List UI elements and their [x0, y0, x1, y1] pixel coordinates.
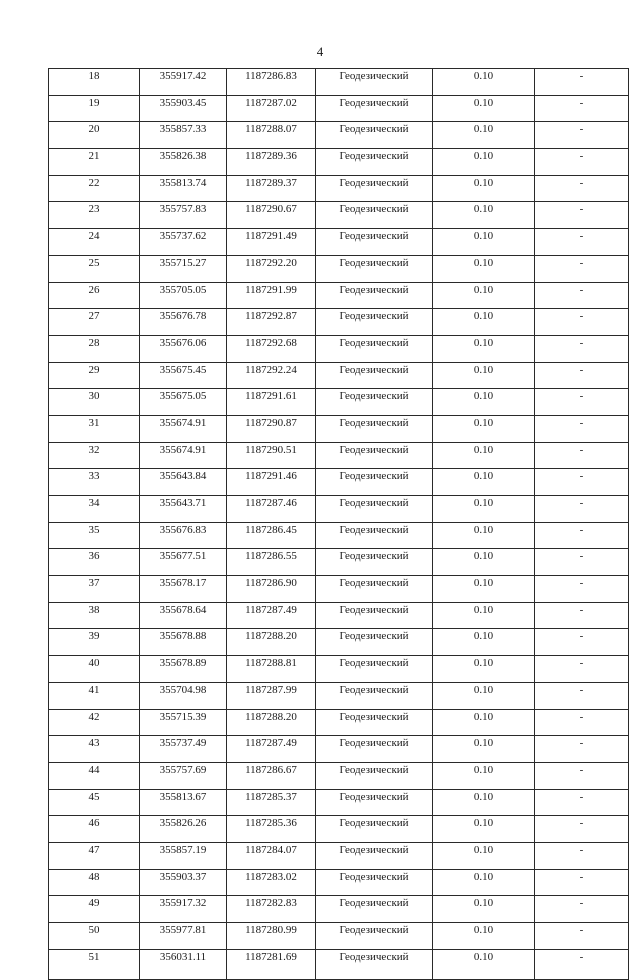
accuracy-cell: 0.10 [433, 202, 535, 229]
table-row [49, 522, 629, 549]
accuracy-cell: 0.10 [433, 335, 535, 362]
accuracy-cell: 0.10 [433, 949, 535, 979]
y-coordinate-cell: 1187283.02 [227, 869, 316, 896]
y-coordinate-cell: 1187285.37 [227, 789, 316, 816]
x-coordinate-cell: 355675.05 [140, 389, 227, 416]
x-coordinate-cell: 355705.05 [140, 282, 227, 309]
point-number-cell: 48 [49, 869, 140, 896]
y-coordinate-cell: 1187292.24 [227, 362, 316, 389]
point-number-cell: 23 [49, 202, 140, 229]
method-cell: Геодезический [316, 95, 433, 122]
method-cell: Геодезический [316, 309, 433, 336]
table-row [49, 229, 629, 256]
x-coordinate-cell: 355676.83 [140, 522, 227, 549]
table-row [49, 469, 629, 496]
table-row [49, 69, 629, 96]
method-cell: Геодезический [316, 923, 433, 950]
y-coordinate-cell: 1187291.61 [227, 389, 316, 416]
coordinates-table [48, 68, 629, 980]
table-row [49, 656, 629, 683]
description-cell: - [535, 229, 629, 256]
description-cell: - [535, 736, 629, 763]
method-cell: Геодезический [316, 789, 433, 816]
description-cell: - [535, 496, 629, 523]
point-number-cell: 22 [49, 175, 140, 202]
y-coordinate-cell: 1187287.99 [227, 682, 316, 709]
y-coordinate-cell: 1187288.07 [227, 122, 316, 149]
method-cell: Геодезический [316, 175, 433, 202]
y-coordinate-cell: 1187289.37 [227, 175, 316, 202]
table-row [49, 282, 629, 309]
table-row [49, 442, 629, 469]
method-cell: Геодезический [316, 522, 433, 549]
description-cell: - [535, 869, 629, 896]
table-row [49, 762, 629, 789]
description-cell: - [535, 122, 629, 149]
point-number-cell: 29 [49, 362, 140, 389]
x-coordinate-cell: 355813.74 [140, 175, 227, 202]
method-cell: Геодезический [316, 69, 433, 96]
table-row [49, 869, 629, 896]
method-cell: Геодезический [316, 682, 433, 709]
x-coordinate-cell: 355678.64 [140, 602, 227, 629]
description-cell: - [535, 816, 629, 843]
method-cell: Геодезический [316, 282, 433, 309]
method-cell: Геодезический [316, 762, 433, 789]
accuracy-cell: 0.10 [433, 816, 535, 843]
point-number-cell: 47 [49, 842, 140, 869]
method-cell: Геодезический [316, 842, 433, 869]
point-number-cell: 26 [49, 282, 140, 309]
y-coordinate-cell: 1187290.67 [227, 202, 316, 229]
accuracy-cell: 0.10 [433, 469, 535, 496]
y-coordinate-cell: 1187289.36 [227, 149, 316, 176]
x-coordinate-cell: 355678.17 [140, 576, 227, 603]
page-number: 4 [316, 44, 324, 59]
accuracy-cell: 0.10 [433, 842, 535, 869]
description-cell: - [535, 522, 629, 549]
x-coordinate-cell: 355903.45 [140, 95, 227, 122]
point-number-cell: 27 [49, 309, 140, 336]
point-number-cell: 31 [49, 415, 140, 442]
point-number-cell: 33 [49, 469, 140, 496]
x-coordinate-cell: 355917.42 [140, 69, 227, 96]
table-row [49, 576, 629, 603]
table-row [49, 149, 629, 176]
accuracy-cell: 0.10 [433, 175, 535, 202]
method-cell: Геодезический [316, 869, 433, 896]
accuracy-cell: 0.10 [433, 149, 535, 176]
point-number-cell: 41 [49, 682, 140, 709]
table-row [49, 335, 629, 362]
point-number-cell: 24 [49, 229, 140, 256]
y-coordinate-cell: 1187287.49 [227, 736, 316, 763]
table-row [49, 415, 629, 442]
x-coordinate-cell: 355826.38 [140, 149, 227, 176]
method-cell: Геодезический [316, 469, 433, 496]
point-number-cell: 43 [49, 736, 140, 763]
y-coordinate-cell: 1187286.55 [227, 549, 316, 576]
point-number-cell: 35 [49, 522, 140, 549]
x-coordinate-cell: 355826.26 [140, 816, 227, 843]
y-coordinate-cell: 1187284.07 [227, 842, 316, 869]
point-number-cell: 30 [49, 389, 140, 416]
point-number-cell: 19 [49, 95, 140, 122]
y-coordinate-cell: 1187292.20 [227, 255, 316, 282]
description-cell: - [535, 469, 629, 496]
description-cell: - [535, 255, 629, 282]
table-row [49, 602, 629, 629]
table-row [49, 923, 629, 950]
method-cell: Геодезический [316, 656, 433, 683]
accuracy-cell: 0.10 [433, 415, 535, 442]
description-cell: - [535, 602, 629, 629]
accuracy-cell: 0.10 [433, 442, 535, 469]
description-cell: - [535, 282, 629, 309]
point-number-cell: 46 [49, 816, 140, 843]
table-row [49, 95, 629, 122]
y-coordinate-cell: 1187287.49 [227, 602, 316, 629]
y-coordinate-cell: 1187282.83 [227, 896, 316, 923]
point-number-cell: 21 [49, 149, 140, 176]
method-cell: Геодезический [316, 629, 433, 656]
method-cell: Геодезический [316, 896, 433, 923]
method-cell: Геодезический [316, 389, 433, 416]
method-cell: Геодезический [316, 362, 433, 389]
y-coordinate-cell: 1187287.02 [227, 95, 316, 122]
accuracy-cell: 0.10 [433, 736, 535, 763]
table-row [49, 736, 629, 763]
x-coordinate-cell: 355857.33 [140, 122, 227, 149]
y-coordinate-cell: 1187288.20 [227, 629, 316, 656]
table-row [49, 682, 629, 709]
point-number-cell: 51 [49, 949, 140, 979]
method-cell: Геодезический [316, 335, 433, 362]
x-coordinate-cell: 355674.91 [140, 442, 227, 469]
table-row [49, 896, 629, 923]
description-cell: - [535, 549, 629, 576]
description-cell: - [535, 896, 629, 923]
accuracy-cell: 0.10 [433, 522, 535, 549]
description-cell: - [535, 389, 629, 416]
y-coordinate-cell: 1187280.99 [227, 923, 316, 950]
x-coordinate-cell: 355704.98 [140, 682, 227, 709]
accuracy-cell: 0.10 [433, 122, 535, 149]
method-cell: Геодезический [316, 229, 433, 256]
y-coordinate-cell: 1187290.51 [227, 442, 316, 469]
table-row [49, 842, 629, 869]
description-cell: - [535, 656, 629, 683]
method-cell: Геодезический [316, 549, 433, 576]
point-number-cell: 49 [49, 896, 140, 923]
point-number-cell: 45 [49, 789, 140, 816]
x-coordinate-cell: 355715.27 [140, 255, 227, 282]
method-cell: Геодезический [316, 149, 433, 176]
accuracy-cell: 0.10 [433, 869, 535, 896]
description-cell: - [535, 762, 629, 789]
description-cell: - [535, 923, 629, 950]
y-coordinate-cell: 1187288.20 [227, 709, 316, 736]
y-coordinate-cell: 1187291.49 [227, 229, 316, 256]
x-coordinate-cell: 355675.45 [140, 362, 227, 389]
table-row [49, 709, 629, 736]
description-cell: - [535, 709, 629, 736]
point-number-cell: 38 [49, 602, 140, 629]
x-coordinate-cell: 355643.84 [140, 469, 227, 496]
accuracy-cell: 0.10 [433, 576, 535, 603]
x-coordinate-cell: 355757.69 [140, 762, 227, 789]
table-row [49, 122, 629, 149]
description-cell: - [535, 442, 629, 469]
accuracy-cell: 0.10 [433, 362, 535, 389]
method-cell: Геодезический [316, 736, 433, 763]
description-cell: - [535, 576, 629, 603]
point-number-cell: 39 [49, 629, 140, 656]
y-coordinate-cell: 1187288.81 [227, 656, 316, 683]
accuracy-cell: 0.10 [433, 789, 535, 816]
point-number-cell: 18 [49, 69, 140, 96]
accuracy-cell: 0.10 [433, 896, 535, 923]
table-row [49, 549, 629, 576]
description-cell: - [535, 202, 629, 229]
x-coordinate-cell: 355813.67 [140, 789, 227, 816]
accuracy-cell: 0.10 [433, 229, 535, 256]
method-cell: Геодезический [316, 415, 433, 442]
accuracy-cell: 0.10 [433, 762, 535, 789]
point-number-cell: 34 [49, 496, 140, 523]
table-row [49, 362, 629, 389]
table-row [49, 255, 629, 282]
description-cell: - [535, 789, 629, 816]
accuracy-cell: 0.10 [433, 255, 535, 282]
y-coordinate-cell: 1187286.83 [227, 69, 316, 96]
x-coordinate-cell: 356031.11 [140, 949, 227, 979]
accuracy-cell: 0.10 [433, 389, 535, 416]
description-cell: - [535, 629, 629, 656]
method-cell: Геодезический [316, 816, 433, 843]
x-coordinate-cell: 355977.81 [140, 923, 227, 950]
description-cell: - [535, 149, 629, 176]
point-number-cell: 44 [49, 762, 140, 789]
coordinates-table-body [49, 69, 629, 980]
x-coordinate-cell: 355903.37 [140, 869, 227, 896]
table-row [49, 629, 629, 656]
accuracy-cell: 0.10 [433, 602, 535, 629]
y-coordinate-cell: 1187286.67 [227, 762, 316, 789]
description-cell: - [535, 309, 629, 336]
x-coordinate-cell: 355737.62 [140, 229, 227, 256]
table-row [49, 816, 629, 843]
accuracy-cell: 0.10 [433, 69, 535, 96]
x-coordinate-cell: 355857.19 [140, 842, 227, 869]
point-number-cell: 25 [49, 255, 140, 282]
table-row [49, 789, 629, 816]
method-cell: Геодезический [316, 709, 433, 736]
point-number-cell: 36 [49, 549, 140, 576]
description-cell: - [535, 949, 629, 979]
point-number-cell: 42 [49, 709, 140, 736]
y-coordinate-cell: 1187290.87 [227, 415, 316, 442]
method-cell: Геодезический [316, 602, 433, 629]
description-cell: - [535, 335, 629, 362]
y-coordinate-cell: 1187291.46 [227, 469, 316, 496]
y-coordinate-cell: 1187292.87 [227, 309, 316, 336]
accuracy-cell: 0.10 [433, 709, 535, 736]
table-row [49, 309, 629, 336]
table-row [49, 175, 629, 202]
y-coordinate-cell: 1187286.90 [227, 576, 316, 603]
accuracy-cell: 0.10 [433, 496, 535, 523]
table-row [49, 949, 629, 979]
accuracy-cell: 0.10 [433, 95, 535, 122]
accuracy-cell: 0.10 [433, 923, 535, 950]
method-cell: Геодезический [316, 122, 433, 149]
accuracy-cell: 0.10 [433, 549, 535, 576]
x-coordinate-cell: 355676.06 [140, 335, 227, 362]
accuracy-cell: 0.10 [433, 309, 535, 336]
x-coordinate-cell: 355757.83 [140, 202, 227, 229]
table-row [49, 202, 629, 229]
description-cell: - [535, 682, 629, 709]
method-cell: Геодезический [316, 202, 433, 229]
description-cell: - [535, 842, 629, 869]
x-coordinate-cell: 355643.71 [140, 496, 227, 523]
description-cell: - [535, 95, 629, 122]
y-coordinate-cell: 1187291.99 [227, 282, 316, 309]
y-coordinate-cell: 1187285.36 [227, 816, 316, 843]
x-coordinate-cell: 355917.32 [140, 896, 227, 923]
x-coordinate-cell: 355737.49 [140, 736, 227, 763]
point-number-cell: 32 [49, 442, 140, 469]
method-cell: Геодезический [316, 949, 433, 979]
x-coordinate-cell: 355678.88 [140, 629, 227, 656]
point-number-cell: 37 [49, 576, 140, 603]
point-number-cell: 20 [49, 122, 140, 149]
x-coordinate-cell: 355678.89 [140, 656, 227, 683]
y-coordinate-cell: 1187281.69 [227, 949, 316, 979]
x-coordinate-cell: 355715.39 [140, 709, 227, 736]
accuracy-cell: 0.10 [433, 282, 535, 309]
table-row [49, 389, 629, 416]
x-coordinate-cell: 355677.51 [140, 549, 227, 576]
x-coordinate-cell: 355676.78 [140, 309, 227, 336]
point-number-cell: 50 [49, 923, 140, 950]
description-cell: - [535, 415, 629, 442]
method-cell: Геодезический [316, 576, 433, 603]
y-coordinate-cell: 1187286.45 [227, 522, 316, 549]
point-number-cell: 28 [49, 335, 140, 362]
point-number-cell: 40 [49, 656, 140, 683]
accuracy-cell: 0.10 [433, 629, 535, 656]
method-cell: Геодезический [316, 496, 433, 523]
accuracy-cell: 0.10 [433, 682, 535, 709]
y-coordinate-cell: 1187292.68 [227, 335, 316, 362]
x-coordinate-cell: 355674.91 [140, 415, 227, 442]
description-cell: - [535, 362, 629, 389]
table-row [49, 496, 629, 523]
accuracy-cell: 0.10 [433, 656, 535, 683]
method-cell: Геодезический [316, 255, 433, 282]
description-cell: - [535, 69, 629, 96]
description-cell: - [535, 175, 629, 202]
y-coordinate-cell: 1187287.46 [227, 496, 316, 523]
method-cell: Геодезический [316, 442, 433, 469]
